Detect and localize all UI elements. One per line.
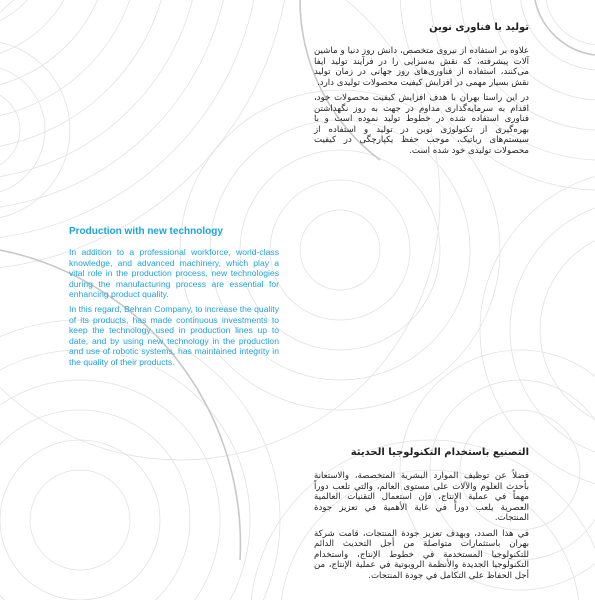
persian-heading: تولید با فناوری نوین: [429, 22, 529, 33]
english-paragraph-1: In addition to a professional workforce, world-class knowledge, and advanced machinery, which play a vital role in the production process, new technologies during the manufacturing process are essential for enhancing product quality.: [69, 247, 279, 300]
arabic-section: [314, 447, 529, 586]
persian-section: [314, 22, 529, 161]
arabic-paragraph-2: في هذا الصدد، وبهدف تعزيز جودة المنتجات، قامت شركة بهران باستثمارات متواصلة من أجل التحديث الدائم للتكنولوجيا المستخدمة في خطوط الإنتاج، واستخدام التكنولوجيا الجديدة والأنظمة الروبوتية في عملية الإنتاج، من أجل الحفاظ على التكامل في جودة المنتجات.: [314, 528, 529, 581]
arabic-paragraph-1: فضلاً عن توظيف الموارد البشرية المتخصصة، والاستعانة بأحدث العلوم والآلات على مستوى العالم، والتي تلعب دوراً مهماً في عملية الإنتاج، فإن استعمال التقنيات العالمية العصرية يلعب دوراً في غاية الأهمية في تعزيز جودة المنتجات.: [314, 471, 529, 523]
persian-paragraph-2: در این راستا بهران با هدف افزایش کیفیت محصولات خود، اقدام به سرمایه‌گذاری مداوم در جهت به روز نگهداشتن فناوری استفاده شده در خطوط تولید نموده است و با بهره‌گیری از تکنولوژی نوین در تولید و استفاده از سیستم‌های رباتیک، موجب حفظ یکپارچگی در کیفیت محصولات تولیدی خود شده است.: [314, 93, 529, 156]
english-paragraph-2: In this regard, Behran Company, to increase the quality of its products, has made continuous investments to keep the technology used in production lines up to date, and by using new technology in the production and use of robotic systems, has maintained integrity in the quality of their products.: [69, 303, 279, 367]
persian-paragraph-1: علاوه بر استفاده از نیروی متخصص، دانش روز دنیا و ماشین آلات پیشرفته، که نقش به‌سزایی را در فرآیند تولید ایفا می‌کنند، استفاده از فناوری‌های روز جهانی در زمان تولید نقش بسیار مهمی در افزایش کیفیت محصولات تولیدی دارد.: [314, 46, 529, 88]
english-heading: Production with new technology: [69, 226, 223, 237]
arabic-heading: التصنيع باستخدام التكنولوجيا الحديثة: [350, 447, 529, 458]
english-section: [69, 226, 279, 372]
